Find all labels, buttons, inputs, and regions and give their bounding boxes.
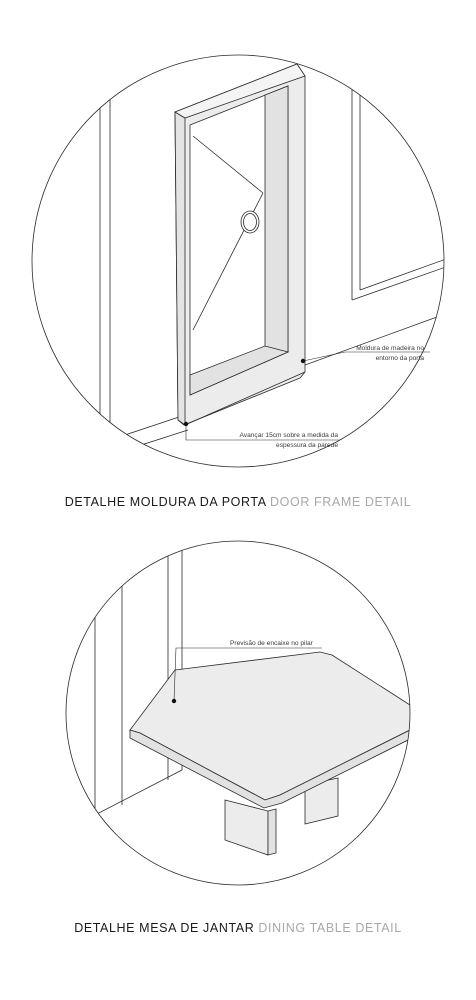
leader-dot-pillar bbox=[172, 699, 176, 703]
floor-line-lower bbox=[110, 430, 188, 455]
door-frame bbox=[175, 64, 305, 425]
dining-table-detail bbox=[0, 520, 476, 1000]
caption-sub: DOOR FRAME DETAIL bbox=[270, 495, 412, 509]
caption-main: DETALHE MESA DE JANTAR bbox=[74, 921, 255, 935]
note-advance-line1: Avançar 15cm sobre a medida da bbox=[239, 432, 338, 439]
right-panel-bottom-inner bbox=[360, 254, 460, 290]
frame-right-jamb bbox=[265, 86, 288, 362]
door-knob-inner bbox=[244, 214, 257, 231]
door-frame-caption bbox=[0, 495, 476, 509]
leader-dot-frame bbox=[301, 359, 305, 363]
table-leg-front-face bbox=[225, 800, 268, 855]
note-pillar: Previsão de encaixe no pilar bbox=[230, 640, 313, 647]
floor-line-left bbox=[110, 415, 185, 440]
table-leg-front-side bbox=[268, 809, 276, 855]
note-frame-line2: entorno da porta bbox=[375, 355, 424, 362]
note-frame-line1: Moldura de madeira no bbox=[356, 345, 424, 352]
note-advance-line2: espessura da parede bbox=[276, 442, 338, 449]
caption-main: DETALHE MOLDURA DA PORTA bbox=[64, 495, 266, 509]
leader-dot-advance bbox=[184, 422, 188, 426]
frame-left-side bbox=[175, 112, 185, 425]
table-top-surface bbox=[130, 652, 416, 800]
dining-table-caption bbox=[0, 921, 476, 935]
right-panel-top bbox=[352, 77, 360, 80]
caption-sub: DINING TABLE DETAIL bbox=[258, 921, 402, 935]
